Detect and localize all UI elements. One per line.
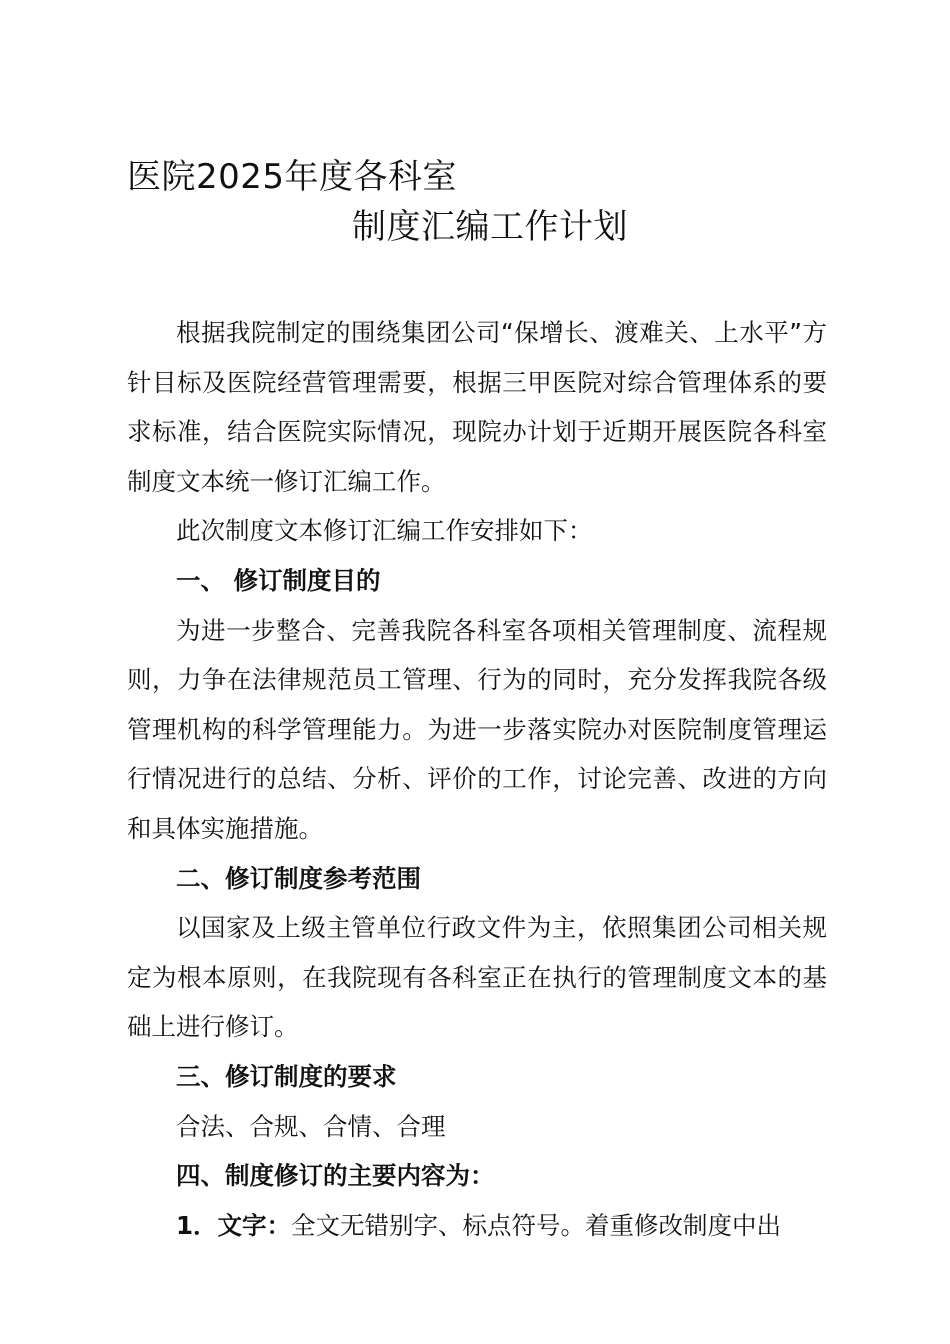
item-1-text: 全文无错别字、标点符号。着重修改制度中出 xyxy=(291,1210,782,1240)
section-1-heading: 一、 修订制度目的 xyxy=(176,565,381,595)
document-title-line-2: 制度汇编工作计划 xyxy=(352,207,628,247)
section-4-heading: 四、制度修订的主要内容为： xyxy=(176,1161,495,1191)
intro-paragraph: 根据我院制定的围绕集团公司“保增长、渡难关、上水平”方针目标及医院经营管理需要，根据三甲医院对综合管理体系的要求标准，结合医院实际情况，现院办计划于近期开展医院各科室制度文本统一修订汇编工作。 xyxy=(127,318,827,496)
section-2-paragraph: 以国家及上级主管单位行政文件为主，依照集团公司相关规定为根本原则，在我院现有各科室正在执行的管理制度文本的基础上进行修订。 xyxy=(127,913,827,1042)
item-1-label: 1．文字： xyxy=(176,1210,292,1240)
section-2-heading: 二、修订制度参考范围 xyxy=(176,863,421,893)
section-3-paragraph: 合法、合规、合情、合理 xyxy=(176,1111,446,1141)
document-body xyxy=(127,308,827,1250)
arrangement-paragraph: 此次制度文本修订汇编工作安排如下： xyxy=(176,516,593,546)
item-1-paragraph xyxy=(127,1201,827,1251)
document-title-line-1: 医院2025年度各科室 xyxy=(127,157,458,197)
section-1-paragraph: 为进一步整合、完善我院各科室各项相关管理制度、流程规则，力争在法律规范员工管理、行为的同时，充分发挥我院各级管理机构的科学管理能力。为进一步落实院办对医院制度管理运行情况进行的总结、分析、评价的工作，讨论完善、改进的方向和具体实施措施。 xyxy=(127,615,827,843)
section-3-heading: 三、修订制度的要求 xyxy=(176,1061,397,1091)
